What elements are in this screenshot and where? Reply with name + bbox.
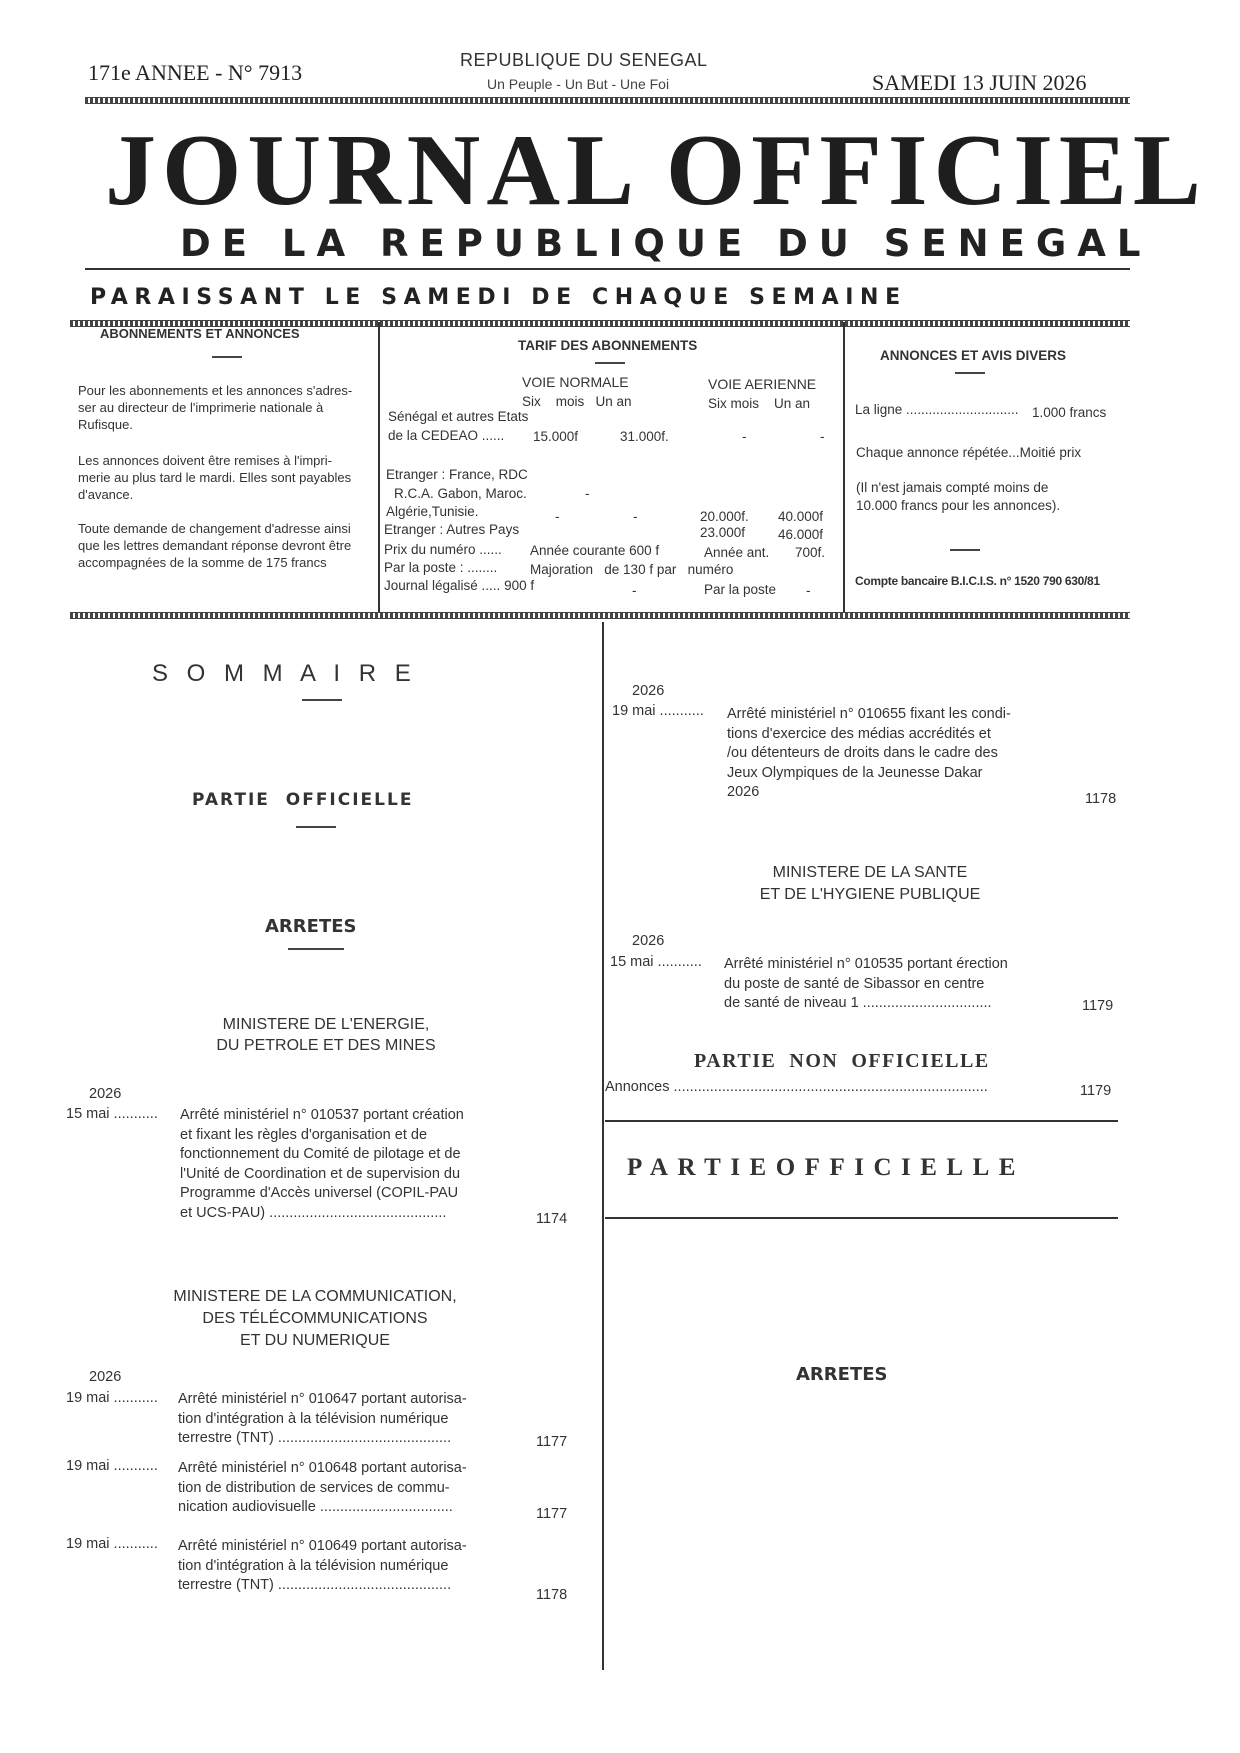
toc-entry-text[interactable]: Arrêté ministériel n° 010535 portant érection du poste de santé de Sibassor en centre de santé de niveau 1 ................................: [724, 956, 1008, 1011]
toc-annonces-label[interactable]: Annonces ..............................................................................: [605, 1079, 988, 1095]
summary-title-dash: [302, 699, 342, 701]
subscriptions-paragraph: Pour les abonnements et les annonces s'adres- ser au directeur de l'imprimerie nationale à Rufisque.: [78, 383, 353, 432]
subtitle-rule: [85, 268, 1130, 270]
tariff-foreign-label: Algérie,Tunisie.: [386, 504, 479, 519]
tariff-other-six: 23.000f: [700, 525, 746, 540]
tariff-post-label: Par la poste : ........: [384, 560, 498, 575]
toc-entry-text[interactable]: Arrêté ministériel n° 010649 portant autorisa- tion d'intégration à la télévision numérique terrestre (TNT) ...........................................: [178, 1538, 467, 1593]
summary-partie-non-officielle: PARTIE NON OFFICIELLE: [694, 1050, 990, 1072]
info-divider-1: [378, 322, 380, 612]
partie-officielle-dash: [296, 826, 336, 828]
notices-minimum: 10.000 francs pour les annonces).: [856, 498, 1061, 513]
notices-line-label: La ligne ..............................: [855, 402, 1019, 417]
notices-heading-dash: [955, 372, 985, 374]
toc-page: 1177: [536, 1506, 568, 1522]
tariff-other-year: 46.000f: [778, 527, 824, 542]
toc-page: 1178: [536, 1587, 568, 1603]
tariff-other-label: Etranger : Autres Pays: [384, 522, 520, 537]
tariff-price-prev-value: 700f.: [795, 545, 826, 560]
toc-year: 2026: [632, 683, 665, 699]
publication-frequency: PARAISSANT LE SAMEDI DE CHAQUE SEMAINE: [90, 285, 907, 310]
tariff-post-value: Majoration de 130 f par numéro: [530, 562, 734, 577]
toc-year: 2026: [89, 1086, 122, 1102]
body-arretes: ARRETES: [796, 1364, 888, 1385]
notices-heading: ANNONCES ET AVIS DIVERS: [880, 348, 1067, 363]
journal-subtitle: DE LA REPUBLIQUE DU SENEGAL: [180, 222, 1152, 265]
info-divider-2: [843, 322, 845, 612]
tariff-senegal-air-six: -: [742, 429, 747, 444]
toc-entry-text[interactable]: Arrêté ministériel n° 010537 portant création et fixant les règles d'organisation et de fonctionnement du Comité de pilotage et de l'Unité de Coordination et de supervision du Programme d'Accès universel (COPIL-PAU et UCS-PAU) ............................................: [180, 1107, 464, 1221]
summary-partie-officielle: PARTIE OFFICIELLE: [192, 790, 414, 810]
republic-name: REPUBLIQUE DU SENEGAL: [460, 50, 708, 70]
ministry-communication: MINISTERE DE LA COMMUNICATION, DES TÉLÉCOMMUNICATIONS ET DU NUMERIQUE: [173, 1288, 457, 1349]
notices-dash: [950, 549, 980, 551]
arretes-dash: [288, 948, 344, 950]
national-motto: Un Peuple - Un But - Une Foi: [487, 76, 670, 92]
info-bottom-rule: [70, 612, 1130, 619]
body-partie-officielle: PARTIEOFFICIELLE: [627, 1154, 1025, 1181]
toc-date: 19 mai ...........: [66, 1536, 158, 1552]
issue-date: SAMEDI 13 JUIN 2026: [872, 70, 1087, 95]
toc-page: 1177: [536, 1434, 568, 1450]
toc-page: 1178: [1085, 791, 1117, 807]
tariff-legal-post: Par la poste: [704, 582, 777, 597]
tariff-senegal-year: 31.000f.: [620, 429, 669, 444]
tariff-price-prev: Année ant.: [704, 545, 770, 560]
toc-date: 15 mai ...........: [66, 1106, 158, 1122]
toc-entry-text[interactable]: Arrêté ministériel n° 010648 portant autorisa- tion de distribution de services de commu- nication audiovisuelle .................................: [178, 1460, 467, 1515]
toc-year: 2026: [89, 1369, 122, 1385]
ministry-energy: MINISTERE DE L'ENERGIE, DU PETROLE ET DES MINES: [216, 1016, 436, 1054]
toc-date: 19 mai ...........: [612, 703, 704, 719]
column-divider: [602, 622, 604, 1670]
tariff-col-air: VOIE AERIENNE: [708, 376, 817, 392]
tariff-col-normal: VOIE NORMALE: [522, 374, 629, 390]
toc-page: 1179: [1082, 998, 1114, 1014]
toc-date: 15 mai ...........: [610, 954, 702, 970]
tariff-legal-label: Journal légalisé ..... 900 f: [384, 578, 535, 593]
notices-line-price: 1.000 francs: [1032, 405, 1107, 420]
tariffs-heading: TARIF DES ABONNEMENTS: [518, 338, 698, 353]
tariff-legal-post-dash: -: [806, 583, 811, 598]
issue-number: 171e ANNEE - N° 7913: [88, 60, 303, 85]
toc-date: 19 mai ...........: [66, 1390, 158, 1406]
bank-account: Compte bancaire B.I.C.I.S. n° 1520 790 630/81: [855, 574, 1100, 588]
right-column-rule: [605, 1217, 1118, 1219]
tariff-foreign-label: R.C.A. Gabon, Maroc.: [394, 486, 527, 501]
tariff-price-current: Année courante 600 f: [530, 543, 660, 558]
tariff-col-normal-sub: Six mois Un an: [522, 394, 632, 409]
tariff-foreign-dash: -: [585, 486, 590, 501]
summary-title: S O M M A I R E: [152, 660, 417, 687]
header-rule: [85, 97, 1130, 104]
subscriptions-paragraph: Toute demande de changement d'adresse ainsi que les lettres demandant réponse devront être accompagnées de la somme de 175 francs: [78, 521, 352, 570]
tariff-foreign-dash: -: [633, 509, 638, 524]
tariffs-heading-dash: [595, 362, 625, 364]
toc-date: 19 mai ...........: [66, 1458, 158, 1474]
tariff-price-label: Prix du numéro ......: [384, 542, 502, 557]
notices-minimum: (Il n'est jamais compté moins de: [856, 480, 1049, 495]
tariff-foreign-dash: -: [555, 509, 560, 524]
subscriptions-heading-dash: [212, 356, 242, 358]
toc-page: 1179: [1080, 1083, 1112, 1099]
toc-entry-text[interactable]: Arrêté ministériel n° 010647 portant autorisa- tion d'intégration à la télévision numérique terrestre (TNT) ...........................................: [178, 1391, 467, 1446]
tariff-senegal-air-year: -: [820, 429, 825, 444]
subscriptions-heading: ABONNEMENTS ET ANNONCES: [100, 326, 300, 341]
subscriptions-paragraph: Les annonces doivent être remises à l'impri- merie au plus tard le mardi. Elles sont payables d'avance.: [78, 453, 352, 502]
tariff-senegal-label: Sénégal et autres Etats: [388, 409, 529, 424]
journal-title: JOURNAL OFFICIEL: [105, 114, 1207, 227]
tariff-foreign-six: 20.000f.: [700, 509, 749, 524]
tariff-senegal-label: de la CEDEAO ......: [388, 428, 505, 443]
tariff-legal-dash: -: [632, 583, 637, 598]
toc-year: 2026: [632, 933, 665, 949]
toc-entry-text[interactable]: Arrêté ministériel n° 010655 fixant les condi- tions d'exercice des médias accrédités et /ou détenteurs de droits dans le cadre des Jeux Olympiques de la Jeunesse Dakar 2026: [727, 706, 1011, 800]
right-column-rule: [605, 1120, 1118, 1122]
summary-arretes: ARRETES: [265, 916, 357, 937]
tariff-foreign-label: Etranger : France, RDC: [386, 467, 528, 482]
toc-page: 1174: [536, 1211, 568, 1227]
tariff-foreign-year: 40.000f: [778, 509, 824, 524]
tariff-col-air-sub: Six mois Un an: [708, 396, 811, 411]
tariff-senegal-six: 15.000f: [533, 429, 579, 444]
notices-repeat: Chaque annonce répétée...Moitié prix: [856, 445, 1082, 460]
ministry-health: MINISTERE DE LA SANTE ET DE L'HYGIENE PUBLIQUE: [759, 864, 981, 903]
